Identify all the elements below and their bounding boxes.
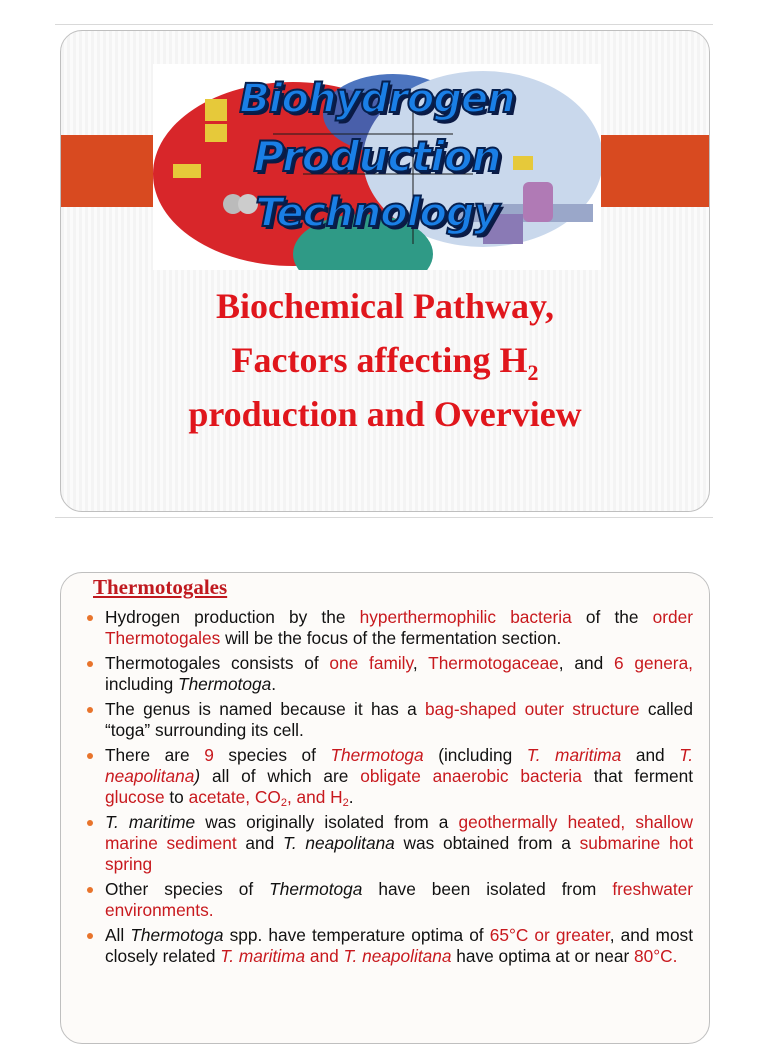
title-line-3: production and Overview <box>188 394 582 434</box>
slide-divider <box>55 517 713 518</box>
highlight: glucose <box>105 787 165 807</box>
title-slide <box>60 30 710 512</box>
italic-term: T. maritime <box>105 812 196 832</box>
text: called “toga” surrounding its cell. <box>105 699 693 740</box>
highlight: obligate anaerobic bacteria <box>360 766 582 786</box>
text: spp. have temperature optima of <box>223 925 490 945</box>
highlight: 80°C. <box>634 946 678 966</box>
text: Other species of <box>105 879 270 899</box>
slide-heading: Thermotogales <box>93 575 228 599</box>
banner-word-biohydrogen: Biohydrogen <box>239 76 515 122</box>
highlight: one family <box>329 653 413 673</box>
text: , <box>412 653 429 673</box>
bullet-item <box>83 812 693 875</box>
bullet-item <box>83 699 693 741</box>
text: (including <box>423 745 527 765</box>
italic-highlight: T. maritima <box>526 745 622 765</box>
accent-band-left <box>61 135 157 207</box>
banner-image <box>153 64 601 270</box>
text: , and most closely related <box>105 925 693 966</box>
slide-title <box>61 279 709 441</box>
highlight: hyperthermophilic bacteria <box>359 607 572 627</box>
italic-term: Thermotoga <box>178 674 272 694</box>
italic-term: Thermotoga <box>130 925 224 945</box>
highlight: , and H <box>286 787 343 807</box>
text: was originally isolated from a <box>195 812 459 832</box>
text: Hydrogen production by the <box>105 607 360 627</box>
text: There are <box>105 745 205 765</box>
highlight: bag-shaped outer structure <box>425 699 640 719</box>
italic-term: Thermotoga <box>269 879 363 899</box>
highlight: freshwater environments. <box>105 879 693 920</box>
banner-word-technology: Technology <box>255 190 499 236</box>
text: species of <box>213 745 331 765</box>
text: will be the focus of the fermentation section. <box>220 628 562 648</box>
highlight: order Thermotogales <box>105 607 693 648</box>
highlight: Thermotogaceae <box>428 653 559 673</box>
title-line-1: Biochemical Pathway, <box>216 286 554 326</box>
text: . <box>348 787 354 807</box>
title-subscript: 2 <box>527 360 539 385</box>
text: Thermotogales consists of <box>105 653 330 673</box>
accent-band-right <box>599 135 709 207</box>
italic-term: T. neapolitana <box>282 833 395 853</box>
text: that ferment <box>581 766 694 786</box>
italic-highlight: T. neapolitana <box>343 946 452 966</box>
text: have optima at or near <box>451 946 635 966</box>
text: to <box>164 787 189 807</box>
text: including <box>105 674 179 694</box>
bullet-list <box>83 607 693 971</box>
bullet-item <box>83 745 693 808</box>
content-slide <box>60 572 710 1044</box>
banner-word-production: Production <box>253 132 501 181</box>
text: . <box>271 674 277 694</box>
text: of the <box>571 607 653 627</box>
top-divider <box>55 24 713 25</box>
title-line-2 <box>61 333 709 387</box>
bullet-item <box>83 879 693 921</box>
text: all of which are <box>200 766 361 786</box>
text: and <box>236 833 283 853</box>
highlight: and <box>309 946 344 966</box>
subscript: 2 <box>342 797 349 809</box>
highlight: submarine hot spring <box>105 833 694 874</box>
text: have been isolated from <box>362 879 613 899</box>
text: The genus is named because it has a <box>105 699 426 719</box>
title-line-2-text: Factors affecting H <box>231 340 528 380</box>
text: , and <box>558 653 614 673</box>
bullet-item <box>83 607 693 649</box>
highlight: 65°C or greater <box>489 925 610 945</box>
text: ) <box>194 766 201 786</box>
highlight: acetate, CO <box>188 787 281 807</box>
text: All <box>105 925 131 945</box>
italic-highlight: T. neapolitana <box>105 745 693 786</box>
italic-highlight: Thermotoga <box>330 745 424 765</box>
italic-highlight: T. maritima <box>220 946 310 966</box>
highlight: geothermally heated, shallow marine sediment <box>105 812 693 853</box>
text: was obtained from a <box>394 833 580 853</box>
text: and <box>621 745 680 765</box>
highlight: 9 <box>204 745 214 765</box>
bullet-item <box>83 653 693 695</box>
bullet-item <box>83 925 693 967</box>
subscript: 2 <box>280 797 287 809</box>
highlight: 6 genera, <box>613 653 693 673</box>
